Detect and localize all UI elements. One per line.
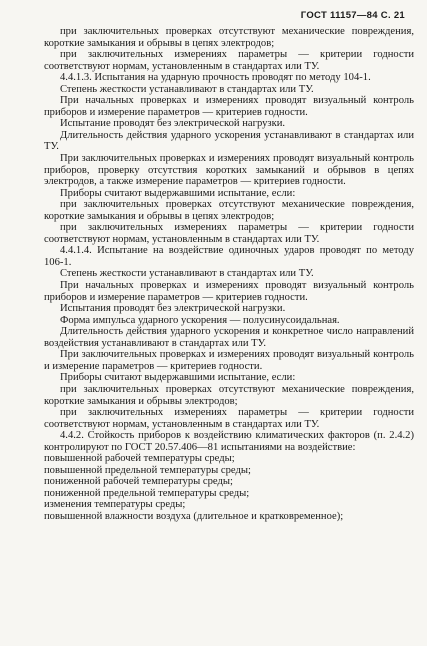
list-item: повышенной рабочей температуры среды;	[44, 453, 235, 465]
paragraph: При начальных проверках и измерениях проводят визуальный контроль приборов и измерение параметров — критериев годности.	[44, 95, 414, 118]
paragraph: при заключительных измерениях параметры — критерии годности соответствуют нормам, установленным в стандартах или ТУ.	[44, 222, 414, 245]
paragraph: Степень жесткости устанавливают в стандартах или ТУ.	[60, 268, 314, 280]
list-item: повышенной влажности воздуха (длительное и кратковременное);	[44, 510, 344, 522]
paragraph: При заключительных проверках и измерениях проводят визуальный контроль и измерение параметров — критериев годности.	[44, 349, 414, 372]
paragraph: при заключительных проверках отсутствуют механические повреждения, короткие замыкания и обрывы в цепях электродов;	[44, 26, 414, 49]
paragraph: 4.4.1.4. Испытание на воздействие одиночных ударов проводят по методу 106-1.	[44, 245, 414, 268]
paragraph: 4.4.1.3. Испытания на ударную прочность проводят по методу 104-1.	[60, 72, 371, 84]
paragraph: При заключительных проверках и измерениях проводят визуальный контроль приборов, проверку отсутствия коротких замыканий и обрывов в цепях электродов, а также измерение параметров — критериев годности.	[44, 153, 414, 188]
paragraph: при заключительных измерениях параметры — критерии годности соответствуют нормам, установленным в стандартах или ТУ.	[44, 49, 414, 72]
paragraph: 4.4.2. Стойкость приборов к воздействию климатических факторов (п. 2.4.2) контролируют по ГОСТ 20.57.406—81 испытаниями на воздействие:	[44, 430, 414, 453]
list-item: пониженной рабочей температуры среды;	[44, 476, 233, 488]
paragraph: при заключительных проверках отсутствуют механические повреждения, короткие замыкания и обрывы электродов;	[44, 383, 414, 407]
paragraph: Испытание проводят без электрической нагрузки.	[60, 118, 286, 130]
paragraph: при заключительных измерениях параметры — критерии годности соответствуют нормам, установленным в стандартах или ТУ.	[44, 407, 414, 430]
list-item: пониженной предельной температуры среды;	[44, 487, 250, 499]
paragraph: Приборы считают выдержавшими испытание, если:	[60, 372, 296, 384]
paragraph: При начальных проверках и измерениях проводят визуальный контроль приборов и измерение параметров — критериев годности.	[44, 280, 414, 303]
paragraph: Длительность действия ударного ускорения и конкретное число направлений воздействия устанавливают в стандартах или ТУ.	[44, 326, 414, 349]
page-header: ГОСТ 11157—84 С. 21	[300, 10, 405, 21]
document-body	[44, 26, 414, 523]
paragraph: Испытания проводят без электрической нагрузки.	[60, 303, 286, 315]
paragraph: Длительность действия ударного ускорения устанавливают в стандартах или ТУ.	[44, 129, 414, 153]
paragraph: Степень жесткости устанавливают в стандартах или ТУ.	[60, 83, 314, 95]
list-item: повышенной предельной температуры среды;	[44, 464, 251, 476]
paragraph: при заключительных проверках отсутствуют механические повреждения, короткие замыкания и обрывы в цепях электродов;	[44, 199, 414, 222]
paragraph: Форма импульса ударного ускорения — полусинусоидальная.	[60, 314, 340, 326]
list-item: изменения температуры среды;	[44, 499, 186, 511]
paragraph: Приборы считают выдержавшими испытание, если:	[60, 187, 296, 199]
